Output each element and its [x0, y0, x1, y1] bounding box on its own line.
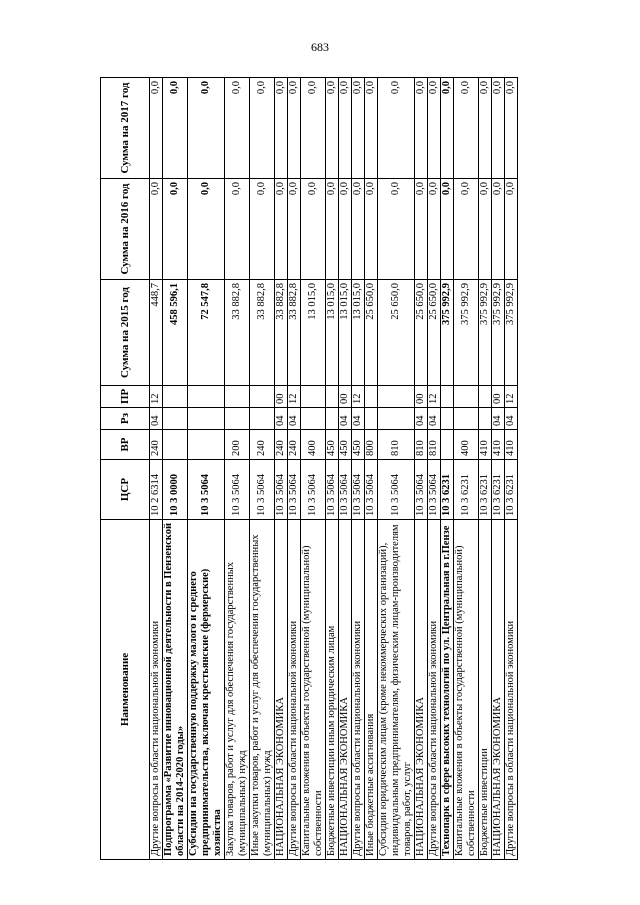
table-row — [428, 78, 441, 860]
row-name: Другие вопросы в области национальной экономики — [150, 520, 163, 860]
header-rz: Рз — [101, 408, 150, 430]
row-rz — [326, 408, 339, 430]
row-sum-2015: 13 015,0 — [339, 280, 352, 386]
row-vr: 240 — [150, 430, 163, 460]
row-pr: 12 — [352, 386, 365, 408]
row-vr: 450 — [352, 430, 365, 460]
row-pr: 12 — [505, 386, 518, 408]
row-name: Капитальные вложения в объекты государственной (муниципальной) собственности — [454, 520, 479, 860]
row-csr: 10 2 6314 — [150, 460, 163, 520]
table-row — [188, 78, 225, 860]
row-name: Бюджетные инвестиции иным юридическим лицам — [326, 520, 339, 860]
row-csr: 10 3 5064 — [288, 460, 301, 520]
row-pr: 00 — [492, 386, 505, 408]
row-name: Другие вопросы в области национальной экономики — [505, 520, 518, 860]
row-sum-2015: 25 650,0 — [415, 280, 428, 386]
table-row — [326, 78, 339, 860]
row-sum-2015: 13 015,0 — [352, 280, 365, 386]
table-row — [505, 78, 518, 860]
row-sum-2017: 0,0 — [454, 78, 479, 179]
row-csr: 10 3 5064 — [301, 460, 326, 520]
row-csr: 10 3 5064 — [225, 460, 250, 520]
header-pr: ПР — [101, 386, 150, 408]
row-vr: 200 — [225, 430, 250, 460]
row-csr: 10 3 5064 — [275, 460, 288, 520]
row-sum-2016: 0,0 — [352, 179, 365, 280]
table-row — [352, 78, 365, 860]
row-pr — [441, 386, 454, 408]
row-sum-2017: 0,0 — [505, 78, 518, 179]
row-sum-2015: 458 596,1 — [163, 280, 188, 386]
row-pr: 12 — [150, 386, 163, 408]
row-name: Подпрограмма «Развитие инновационной деятельности в Пензенской области на 2014-2020 годы» — [163, 520, 188, 860]
row-sum-2016: 0,0 — [288, 179, 301, 280]
row-sum-2015: 33 882,8 — [288, 280, 301, 386]
row-csr: 10 3 6231 — [505, 460, 518, 520]
row-rz — [479, 408, 492, 430]
row-name: Другие вопросы в области национальной экономики — [288, 520, 301, 860]
row-rz: 04 — [492, 408, 505, 430]
row-sum-2015: 375 992,9 — [479, 280, 492, 386]
row-name: Технопарк в сфере высоких технологий по ул. Центральная в г.Пензе — [441, 520, 454, 860]
row-name: Капитальные вложения в объекты государственной (муниципальной) собственности — [301, 520, 326, 860]
row-csr: 10 3 5064 — [326, 460, 339, 520]
row-sum-2016: 0,0 — [301, 179, 326, 280]
row-rz — [454, 408, 479, 430]
row-sum-2016: 0,0 — [250, 179, 275, 280]
row-rz: 04 — [352, 408, 365, 430]
row-vr: 240 — [250, 430, 275, 460]
table-body — [150, 78, 518, 860]
row-name: НАЦИОНАЛЬНАЯ ЭКОНОМИКА — [275, 520, 288, 860]
row-sum-2017: 0,0 — [492, 78, 505, 179]
table-row — [150, 78, 163, 860]
row-csr: 10 3 5064 — [415, 460, 428, 520]
row-sum-2017: 0,0 — [479, 78, 492, 179]
row-name: Закупка товаров, работ и услуг для обеспечения государственных (муниципальных) нужд — [225, 520, 250, 860]
row-pr — [454, 386, 479, 408]
row-sum-2017: 0,0 — [365, 78, 378, 179]
row-sum-2015: 33 882,8 — [250, 280, 275, 386]
row-pr: 12 — [428, 386, 441, 408]
row-sum-2016: 0,0 — [492, 179, 505, 280]
table-row — [288, 78, 301, 860]
row-vr: 810 — [378, 430, 415, 460]
row-pr — [188, 386, 225, 408]
row-csr: 10 3 5064 — [365, 460, 378, 520]
row-sum-2017: 0,0 — [275, 78, 288, 179]
row-rz: 04 — [288, 408, 301, 430]
row-csr: 10 3 6231 — [454, 460, 479, 520]
row-sum-2017: 0,0 — [339, 78, 352, 179]
row-sum-2017: 0,0 — [225, 78, 250, 179]
row-sum-2017: 0,0 — [250, 78, 275, 179]
row-pr — [301, 386, 326, 408]
row-rz — [441, 408, 454, 430]
row-name: Субсидии юридическим лицам (кроме некоммерческих организаций), индивидуальным предпринимателям, физическим лицам-производителям товаров, работ, услуг — [378, 520, 415, 860]
header-vr: ВР — [101, 430, 150, 460]
row-sum-2017: 0,0 — [301, 78, 326, 179]
row-csr: 10 3 5064 — [188, 460, 225, 520]
row-sum-2016: 0,0 — [326, 179, 339, 280]
row-sum-2017: 0,0 — [326, 78, 339, 179]
row-name: Другие вопросы в области национальной экономики — [352, 520, 365, 860]
row-sum-2015: 72 547,8 — [188, 280, 225, 386]
row-vr — [188, 430, 225, 460]
row-sum-2017: 0,0 — [352, 78, 365, 179]
header-name: Наименование — [101, 520, 150, 860]
row-sum-2016: 0,0 — [339, 179, 352, 280]
row-rz: 04 — [505, 408, 518, 430]
row-sum-2017: 0,0 — [288, 78, 301, 179]
row-sum-2015: 375 992,9 — [454, 280, 479, 386]
budget-table — [100, 77, 518, 860]
row-rz: 04 — [339, 408, 352, 430]
table-row — [250, 78, 275, 860]
row-csr: 10 3 5064 — [250, 460, 275, 520]
row-csr: 10 3 6231 — [441, 460, 454, 520]
row-sum-2016: 0,0 — [378, 179, 415, 280]
row-sum-2017: 0,0 — [150, 78, 163, 179]
row-csr: 10 3 5064 — [339, 460, 352, 520]
row-pr — [326, 386, 339, 408]
row-sum-2016: 0,0 — [441, 179, 454, 280]
row-sum-2017: 0,0 — [428, 78, 441, 179]
header-row — [101, 78, 150, 860]
row-sum-2016: 0,0 — [479, 179, 492, 280]
row-rz — [301, 408, 326, 430]
row-name: НАЦИОНАЛЬНАЯ ЭКОНОМИКА — [415, 520, 428, 860]
row-pr: 00 — [275, 386, 288, 408]
row-csr: 10 3 6231 — [479, 460, 492, 520]
row-pr — [365, 386, 378, 408]
page-number: 683 — [311, 40, 329, 54]
header-sum-2016: Сумма на 2016 год — [101, 179, 150, 280]
row-sum-2017: 0,0 — [188, 78, 225, 179]
row-csr: 10 3 5064 — [378, 460, 415, 520]
row-vr: 810 — [428, 430, 441, 460]
row-pr — [225, 386, 250, 408]
row-rz — [378, 408, 415, 430]
header-sum-2017: Сумма на 2017 год — [101, 78, 150, 179]
row-pr: 00 — [339, 386, 352, 408]
row-sum-2016: 0,0 — [454, 179, 479, 280]
row-sum-2015: 25 650,0 — [428, 280, 441, 386]
table-row — [275, 78, 288, 860]
row-pr: 12 — [288, 386, 301, 408]
table-row — [454, 78, 479, 860]
row-sum-2016: 0,0 — [415, 179, 428, 280]
row-pr — [479, 386, 492, 408]
table-row — [365, 78, 378, 860]
row-name: Субсидии на государственную поддержку малого и среднего предпринимательства, включая крестьянские (фермерские) хозяйства — [188, 520, 225, 860]
row-sum-2015: 13 015,0 — [301, 280, 326, 386]
row-rz: 04 — [428, 408, 441, 430]
row-sum-2015: 375 992,9 — [441, 280, 454, 386]
row-sum-2016: 0,0 — [505, 179, 518, 280]
table-row — [441, 78, 454, 860]
row-sum-2015: 33 882,8 — [225, 280, 250, 386]
row-rz — [188, 408, 225, 430]
row-vr: 400 — [454, 430, 479, 460]
row-vr: 810 — [415, 430, 428, 460]
row-sum-2017: 0,0 — [378, 78, 415, 179]
row-sum-2015: 13 015,0 — [326, 280, 339, 386]
row-vr — [441, 430, 454, 460]
row-pr — [250, 386, 275, 408]
row-name: Другие вопросы в области национальной экономики — [428, 520, 441, 860]
row-sum-2016: 0,0 — [150, 179, 163, 280]
row-vr: 240 — [288, 430, 301, 460]
row-vr: 450 — [326, 430, 339, 460]
row-sum-2015: 25 650,0 — [378, 280, 415, 386]
row-csr: 10 3 6231 — [492, 460, 505, 520]
row-sum-2016: 0,0 — [163, 179, 188, 280]
row-sum-2016: 0,0 — [188, 179, 225, 280]
row-pr: 00 — [415, 386, 428, 408]
table-row — [492, 78, 505, 860]
table-row — [378, 78, 415, 860]
row-sum-2016: 0,0 — [275, 179, 288, 280]
row-sum-2016: 0,0 — [428, 179, 441, 280]
header-csr: ЦСР — [101, 460, 150, 520]
row-sum-2016: 0,0 — [365, 179, 378, 280]
table-row — [339, 78, 352, 860]
row-name: Бюджетные инвестиции — [479, 520, 492, 860]
row-vr: 800 — [365, 430, 378, 460]
row-vr: 240 — [275, 430, 288, 460]
row-sum-2015: 33 882,8 — [275, 280, 288, 386]
row-sum-2017: 0,0 — [441, 78, 454, 179]
row-vr — [163, 430, 188, 460]
row-name: НАЦИОНАЛЬНАЯ ЭКОНОМИКА — [492, 520, 505, 860]
row-vr: 400 — [301, 430, 326, 460]
row-pr — [163, 386, 188, 408]
row-rz: 04 — [275, 408, 288, 430]
header-sum-2015: Сумма на 2015 год — [101, 280, 150, 386]
table-row — [225, 78, 250, 860]
row-rz — [365, 408, 378, 430]
row-vr: 410 — [492, 430, 505, 460]
row-vr: 410 — [505, 430, 518, 460]
table-row — [163, 78, 188, 860]
row-rz — [250, 408, 275, 430]
row-name: Иные бюджетные ассигнования — [365, 520, 378, 860]
row-rz: 04 — [415, 408, 428, 430]
row-sum-2015: 448,7 — [150, 280, 163, 386]
table-row — [301, 78, 326, 860]
row-name: НАЦИОНАЛЬНАЯ ЭКОНОМИКА — [339, 520, 352, 860]
table-row — [415, 78, 428, 860]
row-sum-2017: 0,0 — [163, 78, 188, 179]
row-sum-2015: 375 992,9 — [505, 280, 518, 386]
row-vr: 450 — [339, 430, 352, 460]
row-sum-2016: 0,0 — [225, 179, 250, 280]
row-csr: 10 3 5064 — [428, 460, 441, 520]
row-sum-2017: 0,0 — [415, 78, 428, 179]
row-rz — [225, 408, 250, 430]
row-sum-2015: 25 650,0 — [365, 280, 378, 386]
row-sum-2015: 375 992,9 — [492, 280, 505, 386]
row-csr: 10 3 5064 — [352, 460, 365, 520]
rotated-table-wrapper — [100, 78, 516, 860]
row-vr: 410 — [479, 430, 492, 460]
table-row — [479, 78, 492, 860]
row-rz — [163, 408, 188, 430]
row-name: Иные закупки товаров, работ и услуг для обеспечения государственных (муниципальных) нужд — [250, 520, 275, 860]
row-pr — [378, 386, 415, 408]
row-rz: 04 — [150, 408, 163, 430]
row-csr: 10 3 0000 — [163, 460, 188, 520]
